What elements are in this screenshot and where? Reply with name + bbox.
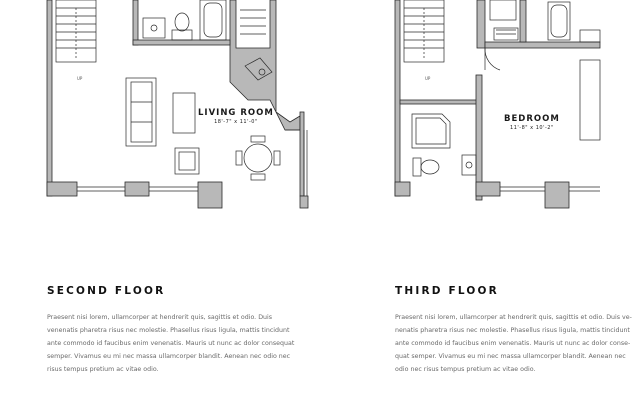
toilet-bowl xyxy=(175,13,189,31)
description-line: Praesent nisi lorem, ullamcorper at hendrerit quis, sagittis et odio. Duis ve- xyxy=(395,314,632,321)
third-floor-description xyxy=(395,311,632,376)
living-room-label xyxy=(198,108,274,125)
left-wall xyxy=(47,0,52,196)
bath-wall-right xyxy=(476,75,482,200)
third-floor-plan xyxy=(380,0,600,215)
toilet-tank xyxy=(413,158,421,176)
sink xyxy=(143,18,165,38)
description-line: odio nec risus tempus pretium ac vitae odio. xyxy=(395,366,536,373)
bottom-wall-mid xyxy=(476,182,500,196)
second-floor-title: SECOND FLOOR xyxy=(47,285,166,297)
right-wall xyxy=(300,112,304,196)
second-floor-drawing xyxy=(0,0,330,215)
third-floor-drawing xyxy=(380,0,600,215)
core-wall-mid xyxy=(520,0,526,42)
stair-up-label: UP xyxy=(425,76,431,81)
bottom-wall-right xyxy=(545,182,569,208)
room-name: BEDROOM xyxy=(504,114,560,124)
description-line: ante commodo id faucibus enim venenatis. Mauris ut nunc ac dolor conse- xyxy=(395,340,631,347)
bottom-wall-left xyxy=(395,182,410,196)
bed xyxy=(580,60,600,140)
coffee-table xyxy=(173,93,195,133)
bottom-wall-pier xyxy=(125,182,149,196)
sink xyxy=(490,0,516,20)
bath-sink xyxy=(462,155,476,175)
description-line: nenatis pharetra risus nec molestie. Phasellus risus ligula, mattis tincidunt xyxy=(395,327,630,334)
bath-wall-bottom xyxy=(133,40,230,45)
sofa xyxy=(126,78,156,146)
second-floor-description: Praesent nisi lorem, ullamcorper at hendrerit quis, sagittis et odio. Duis venenatis pharetra risus nec molestie. Phasellus risus ligula, mattis tincidunt ante commodo id faucibus enim venenatis. Mauris ut nunc ac dolor consequat semper. Vivamus eu mi nec massa ullamcorper blandit. Aenean nec odio nec risus tempus pretium ac vitae odio. xyxy=(47,314,295,373)
core-wall-bottom xyxy=(485,42,600,48)
third-floor-title: THIRD FLOOR xyxy=(395,285,499,297)
toilet-bowl xyxy=(421,160,439,174)
left-wall xyxy=(395,0,400,196)
second-floor-plan xyxy=(0,0,330,215)
bedroom-label xyxy=(504,114,560,131)
room-dimensions: 18'-7" x 11'-0" xyxy=(214,119,258,125)
stair-up-label: UP xyxy=(77,76,83,81)
bath-wall-left xyxy=(133,0,138,45)
room-dimensions: 11'-8" x 10'-2" xyxy=(510,125,554,131)
room-name: LIVING ROOM xyxy=(198,108,274,118)
bath-wall-top xyxy=(400,100,480,104)
dining-table xyxy=(244,144,272,172)
shower xyxy=(412,114,450,148)
bottom-wall-right xyxy=(198,182,222,208)
bottom-wall-left xyxy=(47,182,77,196)
description-line: quat semper. Vivamus eu mi nec massa ullamcorper blandit. Aenean nec xyxy=(395,353,626,360)
core-wall-left xyxy=(477,0,485,48)
toilet-tank xyxy=(172,30,192,40)
right-corner xyxy=(300,196,308,208)
